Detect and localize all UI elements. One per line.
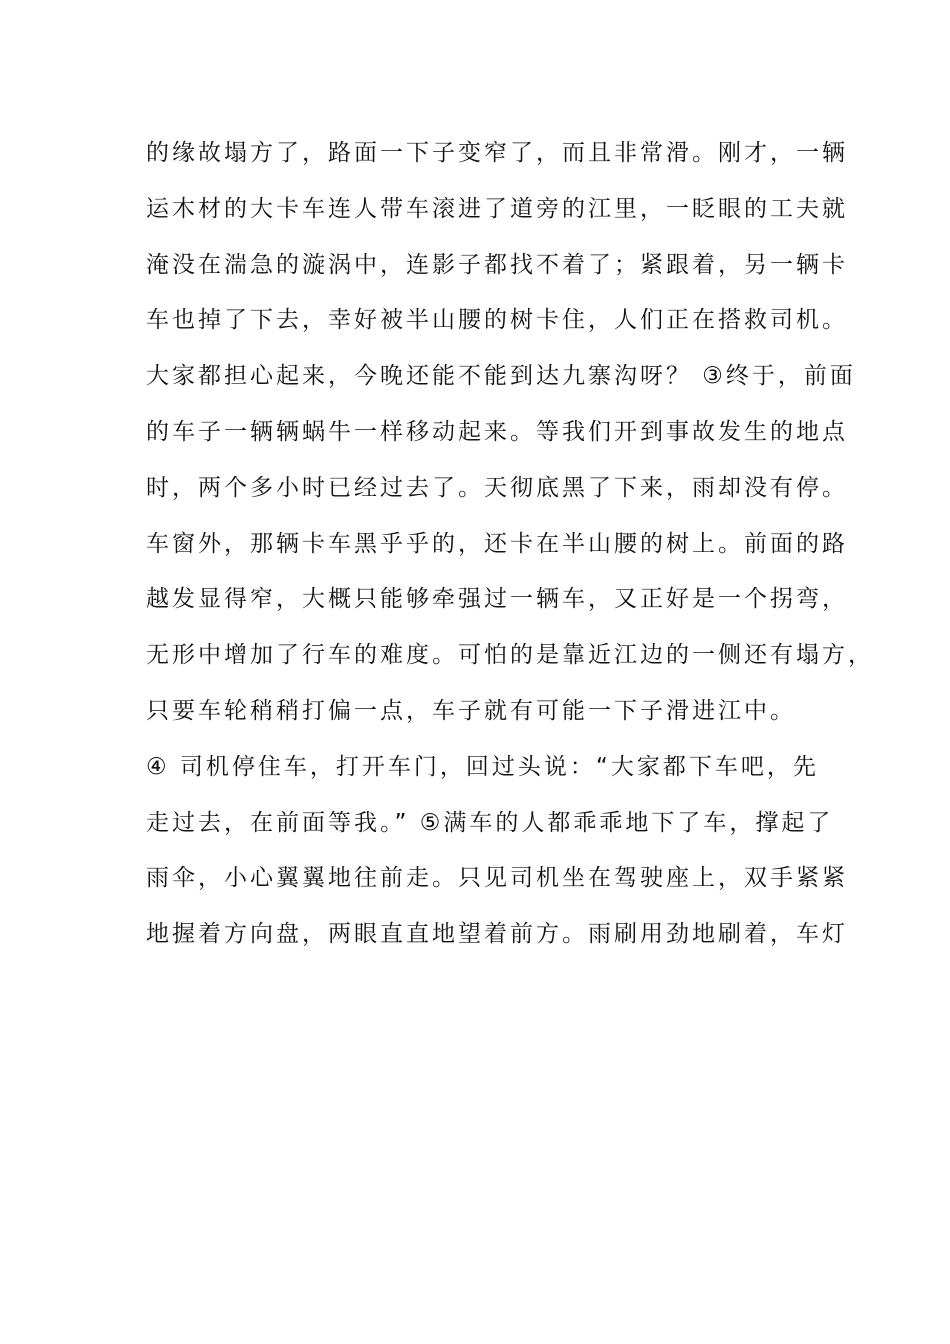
text-line: 的缘故塌方了，路面一下子变窄了，而且非常滑。刚才，一辆	[146, 140, 848, 166]
text-line: ④ 司机停住车，打开车门，回过头说：“大家都下车吧，先	[146, 753, 819, 780]
text-line: 的车子一辆辆蜗牛一样移动起来。等我们开到事故发生的地点	[146, 418, 848, 445]
text-line: 雨伞，小心翼翼地往前走。只见司机坐在驾驶座上，双手紧紧	[146, 865, 848, 892]
text-line: 车也掉了下去，幸好被半山腰的树卡住，人们正在搭救司机。	[146, 307, 848, 334]
text-line: 地握着方向盘，两眼直直地望着前方。雨刷用劲地刷着，车灯	[146, 921, 848, 948]
text-line: 运木材的大卡车连人带车滚进了道旁的江里，一眨眼的工夫就	[146, 195, 848, 222]
text-line: 时，两个多小时已经过去了。天彻底黑了下来，雨却没有停。	[146, 474, 848, 501]
text-line: 淹没在湍急的漩涡中，连影子都找不着了；紧跟着，另一辆卡	[146, 251, 848, 278]
text-line: 无形中增加了行车的难度。可怕的是靠近江边的一侧还有塌方，	[146, 642, 874, 669]
text-line: 走过去，在前面等我。” ⑤满车的人都乖乖地下了车，撑起了	[146, 809, 834, 836]
text-line: 只要车轮稍稍打偏一点，车子就有可能一下子滑进江中。	[146, 697, 796, 724]
text-line: 越发显得窄，大概只能够牵强过一辆车，又正好是一个拐弯，	[146, 586, 848, 613]
body-text	[146, 126, 874, 963]
text-line: 车窗外，那辆卡车黑乎乎的，还卡在半山腰的树上。前面的路	[146, 530, 848, 557]
text-line: 大家都担心起来，今晚还能不能到达九寨沟呀？ ③终于，前面	[146, 363, 856, 390]
